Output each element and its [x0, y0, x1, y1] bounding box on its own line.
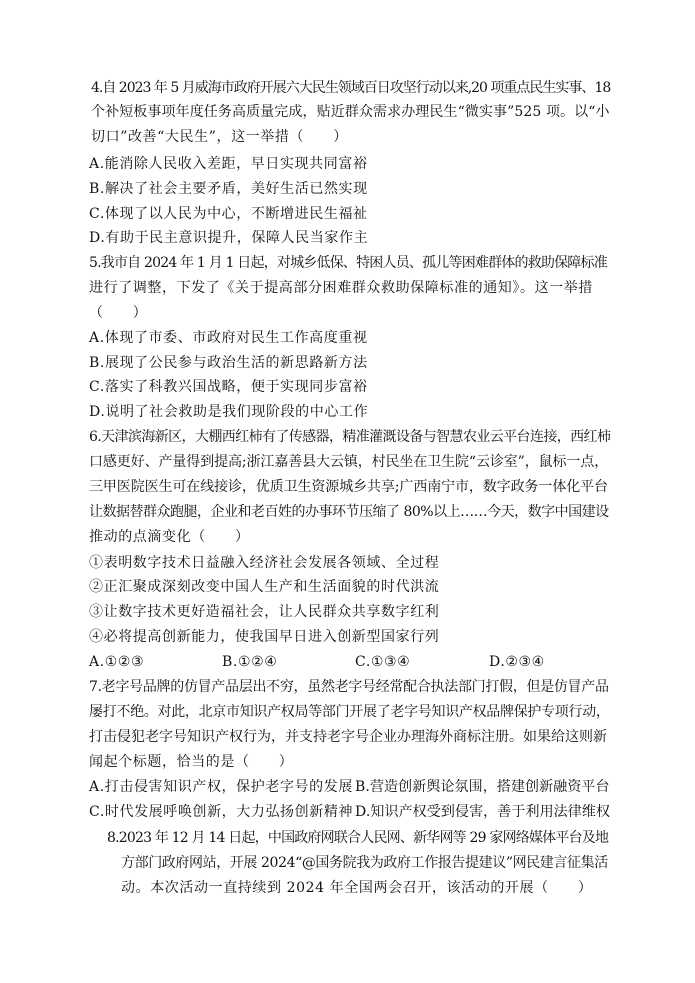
question-4-option-a: A.能消除人民收入差距，早日实现共同富裕 [89, 156, 368, 172]
question-8-line-1: 8.2023 年 12 月 14 日起，中国政府网联合人民网、新华网等 29 家网络媒体平台及地 [107, 830, 609, 846]
question-7-line-1: 7.老字号品牌的仿冒产品层出不穷，虽然老字号经常配合执法部门打假，但是仿冒产品 [89, 679, 609, 695]
question-7-option-a: A.打击侵害知识产权，保护老字号的发展 [89, 779, 353, 795]
question-5-line-2: 进行了调整，下发了《关于提高部分困难群众救助保障标准的通知》。这一举措 [89, 280, 593, 296]
question-6-option-b: B.①②④ [222, 654, 278, 670]
question-7-line-4: 闻起个标题，恰当的是（ ） [89, 754, 294, 770]
question-8-line-3: 动。本次活动一直持续到 2024 年全国两会召开，该活动的开展（ ） [121, 880, 593, 896]
question-6-line-1: 6.天津滨海新区，大棚西红柿有了传感器，精准灌溉设备与智慧农业云平台连接，西红柿 [89, 429, 611, 445]
question-7-option-c: C.时代发展呼唤创新，大力弘扬创新精神 [89, 804, 354, 820]
question-7-line-2: 屡打不绝。对此，北京市知识产权局等部门开展了老字号知识产权品牌保护专项行动， [89, 704, 610, 720]
question-7-line-3: 打击侵犯老字号知识产权行为，并支持老字号企业办理海外商标注册。如果给这则新 [89, 729, 607, 745]
question-7-option-b: B.营造创新舆论氛围，搭建创新融资平台 [355, 779, 610, 795]
question-6-line-5: 推动的点滴变化（ ） [89, 529, 250, 545]
question-6-line-4: 让数据替群众跑腿，企业和老百姓的办事环节压缩了 80%以上……今天，数字中国建设 [89, 504, 609, 520]
question-6-statement-3: ③让数字技术更好造福社会，让人民群众共享数字红利 [89, 604, 440, 620]
question-5-option-d: D.说明了社会救助是我们现阶段的中心工作 [89, 404, 369, 420]
question-5-option-c: C.落实了科教兴国战略，便于实现同步富裕 [89, 379, 368, 395]
question-6-option-c: C.①③④ [355, 654, 411, 670]
question-5-line-1: 5.我市自 2024 年 1 月 1 日起，对城乡低保、特困人员、孤儿等困难群体的救助保障标准 [89, 255, 607, 271]
question-5-line-3: （ ） [89, 305, 148, 321]
question-4-option-d: D.有助于民主意识提升，保障人民当家作主 [89, 230, 369, 246]
question-6-option-d: D.②③④ [489, 654, 545, 670]
question-4-line-2: 个补短板事项年度任务高质量完成，贴近群众需求办理民生“微实事”525 项。以“小 [91, 104, 610, 120]
question-6-statement-2: ②正汇聚成深刻改变中国人生产和生活面貌的时代洪流 [89, 579, 440, 595]
question-8-line-2: 方部门政府网站，开展 2024“@国务院我为政府工作报告提建议”网民建言征集活 [121, 855, 608, 871]
question-4-option-b: B.解决了社会主要矛盾，美好生活已然实现 [89, 181, 368, 197]
question-4-option-c: C.体现了以人民为中心，不断增进民生福祉 [89, 206, 368, 222]
question-7-option-d: D.知识产权受到侵害，善于利用法律维权 [355, 804, 611, 820]
question-4-line-1: 4.自 2023 年 5 月威海市政府开展六大民生领域百日攻坚行动以来,20 项重点民生实事、18 [91, 80, 611, 96]
question-5-option-a: A.体现了市委、市政府对民生工作高度重视 [89, 330, 368, 346]
question-6-option-a: A.①②③ [89, 654, 145, 670]
question-6-line-3: 三甲医院医生可在线接诊，优质卫生资源城乡共享;广西南宁市，数字政务一体化平台 [89, 479, 608, 495]
question-5-option-b: B.展现了公民参与政治生活的新思路新方法 [89, 355, 368, 371]
question-6-statement-4: ④必将提高创新能力，使我国早日进入创新型国家行列 [89, 629, 440, 645]
question-4-line-3: 切口”改善“大民生”，这一举措（ ） [91, 129, 348, 145]
question-6-statement-1: ①表明数字技术日益融入经济社会发展各领域、全过程 [89, 555, 440, 571]
question-6-line-2: 口感更好、产量得到提高;浙江嘉善县大云镇，村民坐在卫生院“云诊室”，鼠标一点， [89, 454, 609, 470]
